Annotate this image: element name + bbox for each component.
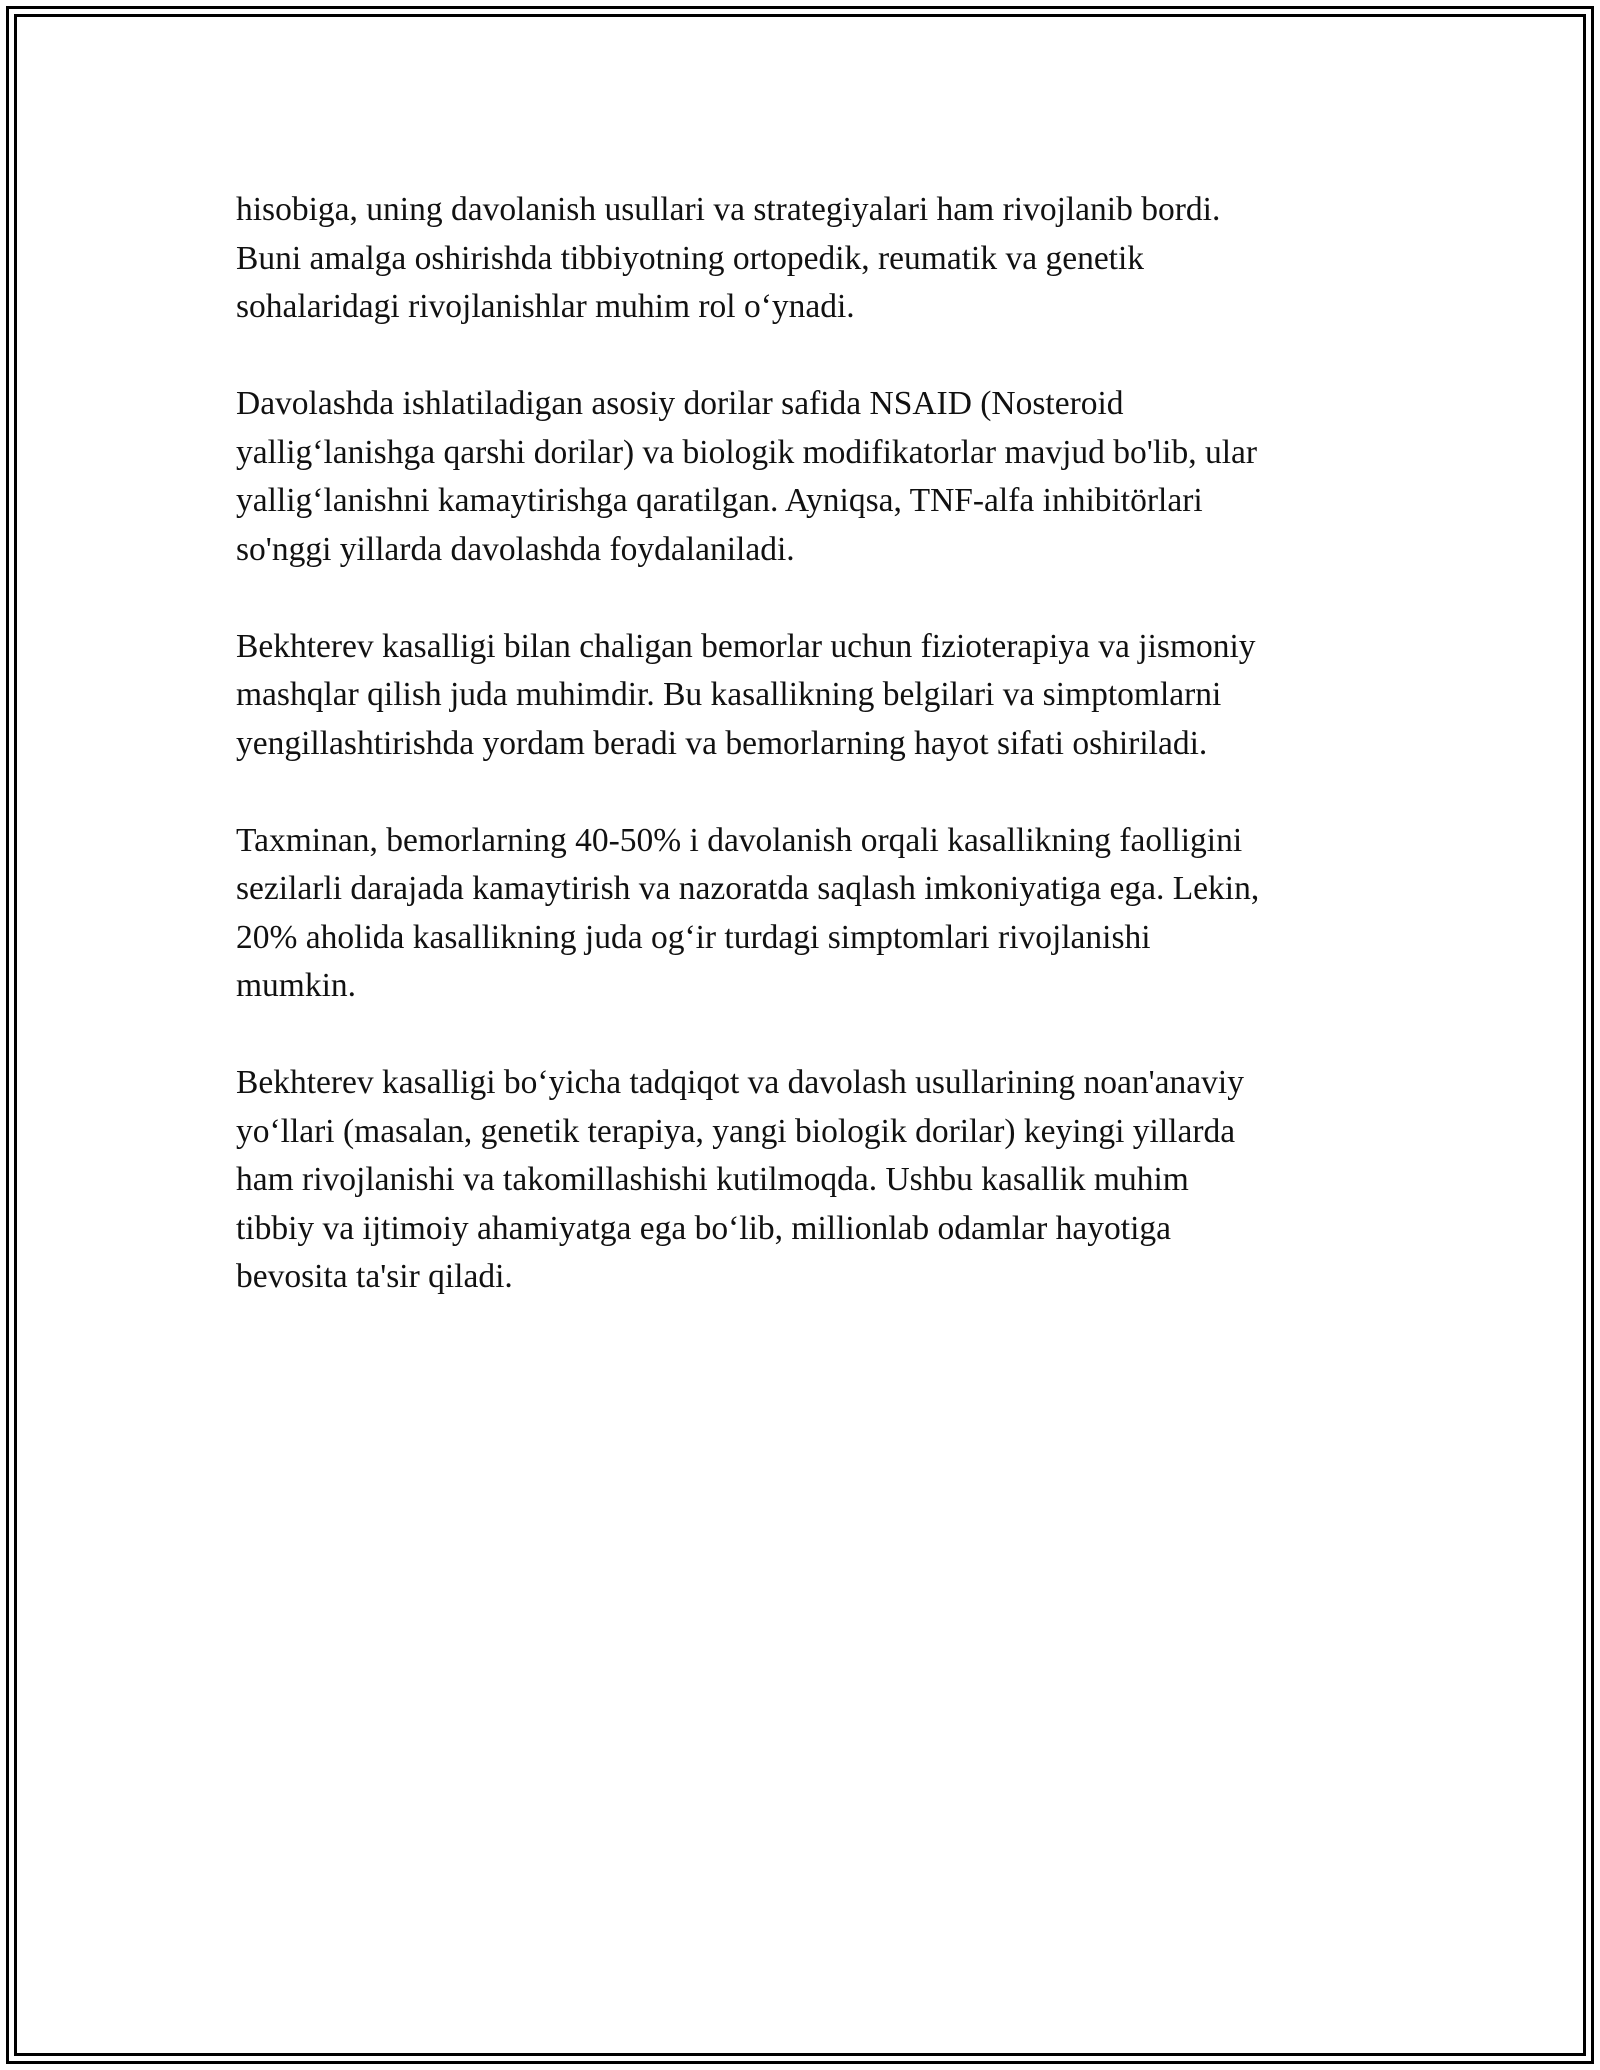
paragraph-medications: Davolashda ishlatiladigan asosiy dorilar safida NSAID (Nosteroid yallig‘lanishga qarshi dorilar) va biologik modifikatorlar mavjud bo'lib, ular yallig‘lanishni kamaytirishga qaratilgan. Ayniqsa, TNF-alfa inhibitörlari so'nggi yillarda davolashda foydalaniladi. <box>236 385 1258 568</box>
document-body <box>236 186 1366 1350</box>
paragraph-physiotherapy: Bekhterev kasalligi bilan chaligan bemorlar uchun fizioterapiya va jismoniy mashqlar qilish juda muhimdir. Bu kasallikning belgilari va simptomlarni yengillashtirishda yordam beradi va bemorlarning hayot sifati oshiriladi. <box>236 627 1256 762</box>
paragraph-statistics: Taxminan, bemorlarning 40-50% i davolanish orqali kasallikning faolligini sezilarli darajada kamaytirish va nazoratda saqlash imkoniyatiga ega. Lekin, 20% aholida kasallikning juda og‘ir turdagi simptomlari rivojlanishi mumkin. <box>236 821 1260 1004</box>
paragraph-research-outlook: Bekhterev kasalligi bo‘yicha tadqiqot va davolash usullarining noan'anaviy yo‘llari (masalan, genetik terapiya, yangi biologik dorilar) keyingi yillarda ham rivojlanishi va takomillashishi kutilmoqda. Ushbu kasallik muhim tibbiy va ijtimoiy ahamiyatga ega bo‘lib, millionlab odamlar hayotiga bevosita ta'sir qiladi. <box>236 1064 1244 1295</box>
paragraph-treatment-evolution: hisobiga, uning davolanish usullari va strategiyalari ham rivojlanib bordi. Buni amalga oshirishda tibbiyotning ortopedik, reumatik va genetik sohalaridagi rivojlanishlar muhim rol o‘ynadi. <box>236 191 1221 325</box>
